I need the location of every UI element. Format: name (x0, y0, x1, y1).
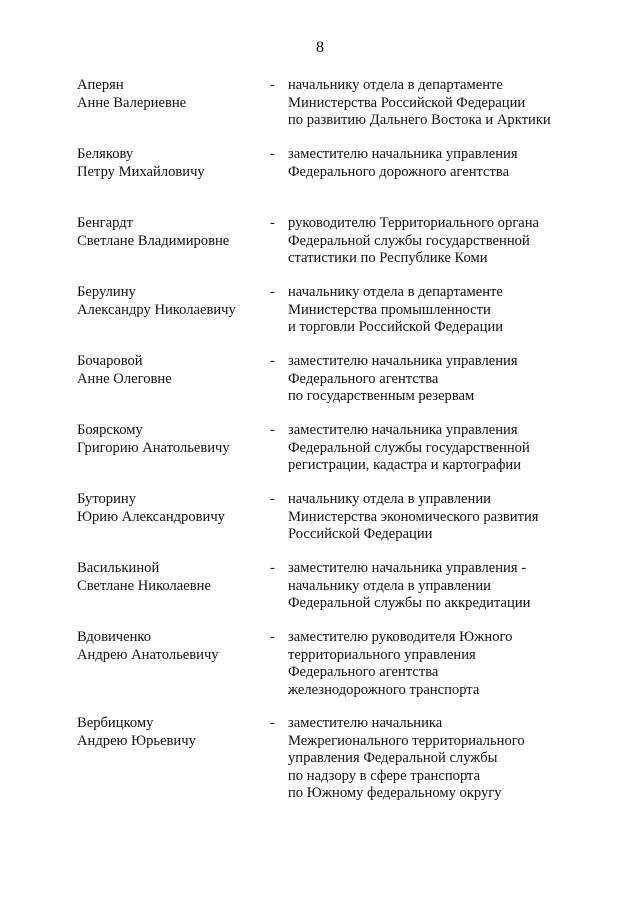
position-line: заместителю начальника (288, 715, 443, 731)
position-line: и торговли Российской Федерации (288, 319, 504, 336)
position-line: Федерального агентства (288, 664, 439, 681)
position-line: по надзору в сфере транспорта (288, 767, 481, 784)
dash-separator: - (270, 491, 275, 507)
person-name (77, 560, 262, 595)
position-line: статистики по Республике Коми (288, 250, 488, 267)
list-item (0, 353, 640, 422)
position-line: заместителю начальника управления (288, 422, 518, 438)
position-text (288, 284, 588, 337)
list-item (0, 215, 640, 284)
position-line: заместителю начальника управления (288, 353, 518, 369)
list-item (0, 284, 640, 353)
given-names: Анне Валериевне (77, 94, 187, 111)
position-line: Российской Федерации (288, 526, 433, 543)
position-line: Федерального агентства (288, 370, 439, 387)
person-name (77, 422, 262, 457)
list-item (0, 560, 640, 629)
person-name (77, 353, 262, 388)
position-text (288, 491, 588, 544)
position-line: Министерства промышленности (288, 301, 491, 318)
given-names: Светлане Николаевне (77, 577, 211, 594)
given-names: Петру Михайловичу (77, 163, 205, 180)
given-names: Анне Олеговне (77, 370, 172, 387)
list-item (0, 146, 640, 215)
list-item (0, 422, 640, 491)
position-line: железнодорожного транспорта (288, 681, 480, 698)
position-line: заместителю руководителя Южного (288, 629, 513, 645)
dash-separator: - (270, 715, 275, 731)
given-names: Юрию Александровичу (77, 508, 225, 525)
surname: Василькиной (77, 560, 160, 576)
position-line: начальнику отдела в департаменте (288, 284, 503, 300)
surname: Бочаровой (77, 353, 143, 369)
surname: Аперян (77, 77, 124, 93)
list-item (0, 629, 640, 715)
surname: Боярскому (77, 422, 143, 438)
dash-separator: - (270, 284, 275, 300)
surname: Вдовиченко (77, 629, 152, 645)
position-line: по государственным резервам (288, 388, 475, 405)
person-name (77, 715, 262, 750)
surname: Вербицкому (77, 715, 154, 731)
list-item (0, 77, 640, 146)
position-line: начальнику отдела в управлении (288, 577, 491, 594)
position-line: начальнику отдела в департаменте (288, 77, 503, 93)
position-line: заместителю начальника управления (288, 146, 518, 162)
position-line: Федеральной службы государственной (288, 232, 530, 249)
position-line: по Южному федеральному округу (288, 785, 502, 802)
position-text (288, 146, 588, 181)
dash-separator: - (270, 215, 275, 231)
surname: Белякову (77, 146, 134, 162)
position-text (288, 353, 588, 406)
position-line: начальнику отдела в управлении (288, 491, 491, 507)
person-name (77, 629, 262, 664)
position-line: Федеральной службы государственной (288, 439, 530, 456)
person-name (77, 215, 262, 250)
position-line: управления Федеральной службы (288, 750, 498, 767)
position-line: территориального управления (288, 646, 476, 663)
position-line: Федеральной службы по аккредитации (288, 595, 531, 612)
dash-separator: - (270, 146, 275, 162)
position-line: заместителю начальника управления - (288, 560, 527, 576)
dash-separator: - (270, 422, 275, 438)
given-names: Андрею Юрьевичу (77, 732, 196, 749)
given-names: Светлане Владимировне (77, 232, 230, 249)
position-text (288, 422, 588, 475)
position-line: Министерства экономического развития (288, 508, 539, 525)
position-text (288, 77, 588, 130)
list-item (0, 715, 640, 802)
list-item (0, 491, 640, 560)
dash-separator: - (270, 77, 275, 93)
position-line: регистрации, кадастра и картографии (288, 457, 522, 474)
person-name (77, 146, 262, 181)
surname: Бенгардт (77, 215, 134, 231)
position-line: по развитию Дальнего Востока и Арктики (288, 112, 551, 129)
position-text (288, 560, 588, 613)
person-name (77, 491, 262, 526)
position-line: руководителю Территориального органа (288, 215, 540, 231)
position-line: Федерального дорожного агентства (288, 163, 510, 180)
person-name (77, 284, 262, 319)
appointment-list (0, 77, 640, 802)
surname: Берулину (77, 284, 136, 300)
given-names: Александру Николаевичу (77, 301, 236, 318)
dash-separator: - (270, 560, 275, 576)
position-text (288, 629, 588, 699)
page-number: 8 (316, 39, 324, 56)
given-names: Григорию Анатольевичу (77, 439, 230, 456)
given-names: Андрею Анатольевичу (77, 646, 219, 663)
dash-separator: - (270, 629, 275, 645)
position-text (288, 215, 588, 268)
surname: Буторину (77, 491, 137, 507)
position-text (288, 715, 588, 803)
position-line: Министерства Российской Федерации (288, 94, 526, 111)
person-name (77, 77, 262, 112)
position-line: Межрегионального территориального (288, 732, 525, 749)
dash-separator: - (270, 353, 275, 369)
